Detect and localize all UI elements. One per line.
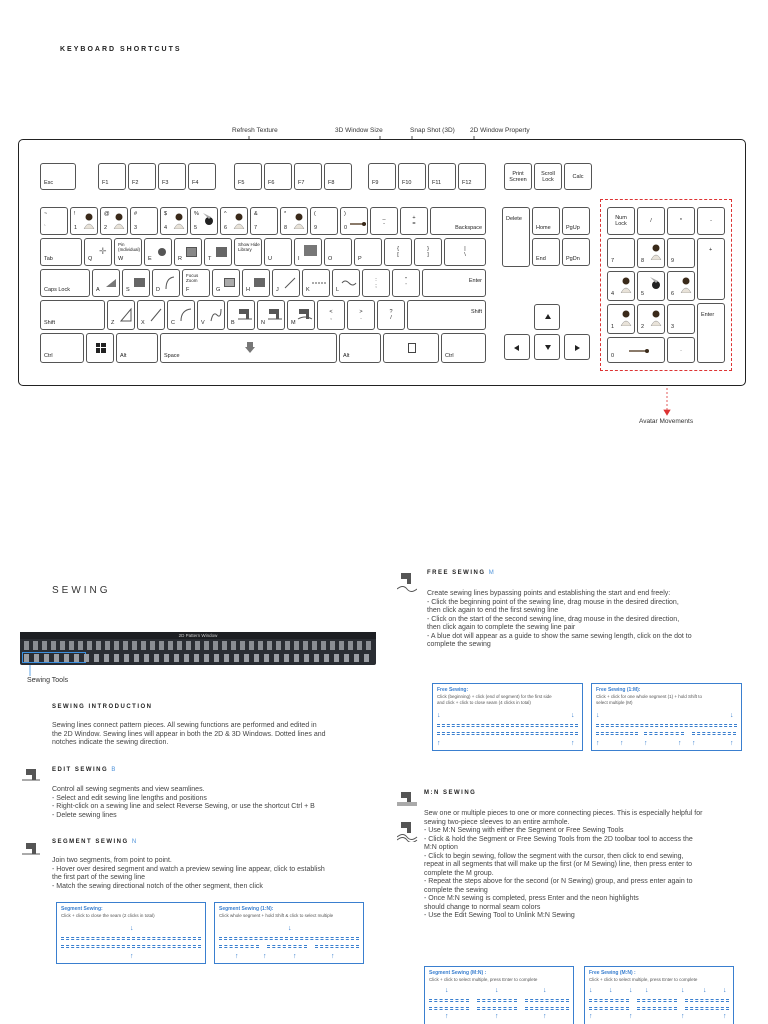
key-x: X	[137, 300, 165, 330]
right-arrow-icon	[575, 345, 580, 351]
key-num-decimal: .	[667, 337, 695, 363]
key-num-divide: /	[637, 207, 665, 235]
dashed-line-icon	[311, 280, 327, 286]
key-num-1: 1	[607, 304, 635, 334]
down-arrow-icon	[545, 345, 551, 350]
edit-sewing-text: Control all sewing segments and view seamlines. - Select and edit sewing line lengths and positions - Right-click on a sewing line and select Reverse Sewing, or use the shortcut Ctrl + B - Delete sewing lines	[52, 786, 315, 819]
key-f8: F8	[324, 163, 352, 190]
key-scroll-lock: Scroll Lock	[534, 163, 562, 190]
move-cross-icon: ✛	[99, 246, 107, 256]
key-p: P	[354, 238, 382, 266]
key-f9: F9	[368, 163, 396, 190]
avatar-back-icon	[293, 213, 306, 229]
curve-icon	[164, 276, 176, 290]
key-comma: < ,	[317, 300, 345, 330]
heading-mn-sewing: M:N SEWING	[424, 790, 477, 796]
key-k: K	[302, 269, 330, 297]
key-num-6: 6	[667, 271, 695, 301]
page-title: KEYBOARD SHORTCUTS	[60, 46, 182, 53]
key-f1: F1	[98, 163, 126, 190]
key-i: I	[294, 238, 322, 266]
down-arrow-icon	[245, 342, 255, 354]
left-arrow-icon	[514, 345, 519, 351]
key-f6: F6	[264, 163, 292, 190]
avatar-lying-icon	[349, 220, 367, 228]
diagram-free-sewing: Free Sewing: Click (beginning) + click (end of segment) for the first side and click + click to close seam (4 clicks in total) ↓ ↓ ↑ ↑	[432, 683, 583, 751]
triangle-outline-icon	[119, 307, 133, 323]
diagonal-icon	[149, 307, 163, 323]
key-down-arrow	[534, 334, 560, 360]
key-minus: _ -	[370, 207, 398, 235]
diagram-segment-sewing-1n: Segment Sewing (1:N): Click whole segment + hold Shift & click to select multiple ↓ ↑ ↑ ↑ ↑	[214, 902, 364, 964]
heading-edit-sewing: EDIT SEWING B	[52, 767, 116, 773]
key-menu	[383, 333, 439, 363]
key-space: Space	[160, 333, 337, 363]
key-plus: + =	[400, 207, 428, 235]
key-y: Show Hide Library	[234, 238, 262, 266]
segment-sewing-text: Join two segments, from point to point. - Hover over desired segment and watch a preview sewing line appear, click to establish the first part of the sewing line - Match the sewing directional notch of the other segment, then click	[52, 857, 325, 890]
key-f11: F11	[428, 163, 456, 190]
diagram-segment-sewing-mn: Segment Sewing (M:N) : Click + click to select multiple, press Enter to complete ↓ ↓ ↓ ↑ ↑ ↑	[424, 966, 574, 1024]
section-title-sewing: SEWING	[52, 585, 111, 596]
callout-3d-window-size: 3D Window Size	[335, 127, 383, 134]
key-num-2: 2	[637, 304, 665, 334]
wave-icon	[341, 278, 357, 288]
key-backslash: | \	[444, 238, 486, 266]
frame-icon	[224, 278, 235, 287]
avatar-front-icon	[620, 310, 633, 326]
key-g: G	[212, 269, 240, 297]
key-right-ctrl: Ctrl	[441, 333, 486, 363]
key-o: O	[324, 238, 352, 266]
curve-point-icon	[179, 307, 193, 323]
key-pgdn: PgDn	[562, 238, 590, 266]
toolbar-icons-row-2	[24, 654, 372, 662]
key-c: C	[167, 300, 195, 330]
key-5: % 5	[190, 207, 218, 235]
windows-icon	[96, 343, 106, 353]
key-delete: Delete	[502, 207, 530, 267]
key-z: Z	[107, 300, 135, 330]
key-home: Home	[532, 207, 560, 235]
key-right-shift: Shift	[407, 300, 486, 330]
callout-snap-shot: Snap Shot (3D)	[410, 127, 455, 134]
key-right-alt: Alt	[339, 333, 381, 363]
folder-icon	[254, 278, 265, 287]
avatar-side-icon	[680, 277, 693, 293]
key-u: U	[264, 238, 292, 266]
key-num-0: 0	[607, 337, 665, 363]
key-w: Pin (Individual) W	[114, 238, 142, 266]
key-2: @ 2	[100, 207, 128, 235]
key-f2: F2	[128, 163, 156, 190]
avatar-front-icon	[83, 213, 96, 229]
key-4: $ 4	[160, 207, 188, 235]
menu-icon	[408, 343, 416, 353]
triangle-icon	[105, 278, 117, 288]
toolbar-icons-row-1	[24, 641, 372, 650]
key-r: R	[174, 238, 202, 266]
key-backtick: ~ `	[40, 207, 68, 235]
image-icon	[304, 245, 317, 256]
key-left-bracket: { [	[384, 238, 412, 266]
key-pgup: PgUp	[562, 207, 590, 235]
key-esc: Esc	[40, 163, 76, 190]
avatar-side-icon	[233, 213, 246, 229]
diagram-free-sewing-1m: Free Sewing (1:M): Click + click for one whole segment (1) + hold Shift to select multiple (M) ↓ ↓ ↑ ↑ ↑ ↑ ↑ ↑	[591, 683, 742, 751]
line-icon	[283, 276, 297, 290]
key-enter: Enter	[422, 269, 486, 297]
mn-sewing-text: Sew one or multiple pieces to one or more connecting pieces. This is especially helpful for sewing two-piece sleeves to an entire armhole. - Use M:N Sewing with either the Segment or Free Sewing Tools - Click & hold the Segment or Free Sewing Tools from the 2D toolbar tool to access the M:N option - Click to begin sewing, follow the segment with the cursor, then click to end sewing, repeat in all segments that will make up the first (or M Sewing) line, then press enter to complete the M group. - Repeat the steps above for the second (or N Sewing) group, and press enter again to complete the sewing - Once M:N sewing is completed, press Enter and the neon highlights should change to normal seam colors - Use the Edit Sewing Tool to Unlink M:N Sewing	[424, 810, 703, 919]
edit-sewing-icon	[22, 766, 40, 782]
circle-icon	[158, 248, 166, 256]
key-6: ^ 6	[220, 207, 248, 235]
key-slash: ? /	[377, 300, 405, 330]
diagram-segment-sewing: Segment Sewing: Click + click to close the seam (2 clicks in total) ↓ ↑	[56, 902, 206, 964]
key-right-arrow	[564, 334, 590, 360]
key-s: S	[122, 269, 150, 297]
sewing-machine-icon	[267, 307, 283, 321]
key-num-3: 3	[667, 304, 695, 334]
key-h: H	[242, 269, 270, 297]
sewing-machine-icon	[237, 307, 253, 321]
key-t: T	[204, 238, 232, 266]
key-d: D	[152, 269, 180, 297]
heading-sewing-introduction: SEWING INTRODUCTION	[52, 704, 153, 710]
free-sewing-text: Create sewing lines bypassing points and establishing the start and end freely: - Click the beginning point of the sewing line, drag mouse in the desired direction, then click again to end the first sewing line - Click on the start of the second sewing line, drag mouse in the desired direction, then click again to complete the sewing line pair - A blue dot will appear as a guide to show the same sewing length, click on the dot to complete the sewing	[427, 590, 692, 648]
key-f7: F7	[294, 163, 322, 190]
up-arrow-icon	[545, 314, 551, 319]
key-period: > .	[347, 300, 375, 330]
key-backspace: Backspace	[430, 207, 486, 235]
callout-avatar-movements: Avatar Movements	[639, 418, 694, 425]
avatar-side-icon	[620, 277, 633, 293]
avatar-front-icon	[113, 213, 126, 229]
key-a: A	[92, 269, 120, 297]
key-up-arrow	[534, 304, 560, 330]
key-n: N	[257, 300, 285, 330]
mn-free-sewing-icon	[397, 820, 419, 842]
key-left-shift: Shift	[40, 300, 105, 330]
key-m: M	[287, 300, 315, 330]
diagram-free-sewing-mn: Free Sewing (M:N) : Click + click to select multiple, press Enter to complete ↓ ↓ ↓ ↓ ↓ ↓ ↓ ↑ ↑ ↑ ↑	[584, 966, 734, 1024]
key-e: E	[144, 238, 172, 266]
toolbar-caption: Sewing Tools	[27, 677, 69, 684]
key-v: V	[197, 300, 225, 330]
key-f12: F12	[458, 163, 486, 190]
key-9: ( 9	[310, 207, 338, 235]
key-left-arrow	[504, 334, 530, 360]
square-icon	[134, 278, 145, 287]
key-3: # 3	[130, 207, 158, 235]
key-caps-lock: Caps Lock	[40, 269, 90, 297]
key-num-4: 4	[607, 271, 635, 301]
screen-icon	[186, 247, 197, 257]
key-tab: Tab	[40, 238, 82, 266]
key-left-ctrl: Ctrl	[40, 333, 84, 363]
avatar-front-icon	[650, 310, 663, 326]
key-f10: F10	[398, 163, 426, 190]
key-q: Q ✛	[84, 238, 112, 266]
key-b: B	[227, 300, 255, 330]
avatar-top-icon	[201, 211, 214, 227]
s-curve-icon	[209, 307, 223, 323]
key-f5: F5	[234, 163, 262, 190]
key-semicolon: : ;	[362, 269, 390, 297]
key-num-5: 5	[637, 271, 665, 301]
key-f3: F3	[158, 163, 186, 190]
callout-refresh-texture: Refresh Texture	[232, 127, 278, 134]
toolbar-caption-leader	[20, 664, 40, 678]
key-1: ! 1	[70, 207, 98, 235]
key-num-lock: Num Lock	[607, 207, 635, 235]
key-num-8: 8	[637, 238, 665, 268]
heading-free-sewing: FREE SEWING M	[427, 570, 494, 576]
avatar-lying-icon	[628, 347, 650, 355]
key-quote: " '	[392, 269, 420, 297]
avatar-top-icon	[648, 275, 661, 291]
key-end: End	[532, 238, 560, 266]
key-8: * 8	[280, 207, 308, 235]
key-num-minus: -	[697, 207, 725, 235]
mn-segment-sewing-icon	[397, 790, 419, 806]
callout-2d-window-property: 2D Window Property	[470, 127, 530, 134]
key-num-plus: +	[697, 238, 725, 300]
heading-segment-sewing: SEGMENT SEWING N	[52, 839, 137, 845]
key-left-alt: Alt	[116, 333, 158, 363]
intro-text: Sewing lines connect pattern pieces. All sewing functions are performed and edited in the 2D Window. Sewing lines will appear in both the 2D & 3D Windows. Dotted lines and notches indicate the sewing direction.	[52, 722, 326, 746]
library-icon	[216, 247, 227, 257]
key-f: Focus Zoom F	[182, 269, 210, 297]
free-sewing-icon	[397, 571, 417, 593]
key-calc: Calc	[564, 163, 592, 190]
key-right-bracket: } ]	[414, 238, 442, 266]
key-windows	[86, 333, 114, 363]
key-num-7: 7	[607, 238, 635, 268]
segment-sewing-icon	[22, 840, 40, 856]
toolbar-title: 2D Pattern Window	[20, 632, 376, 639]
key-f4: F4	[188, 163, 216, 190]
key-num-multiply: *	[667, 207, 695, 235]
key-0: ) 0	[340, 207, 368, 235]
key-j: J	[272, 269, 300, 297]
key-l: L	[332, 269, 360, 297]
key-num-9: 9	[667, 238, 695, 268]
key-print-screen: Print Screen	[504, 163, 532, 190]
avatar-side-icon	[173, 213, 186, 229]
key-num-enter: Enter	[697, 303, 725, 363]
sewing-machine-icon	[297, 307, 313, 321]
avatar-back-icon	[650, 244, 663, 260]
key-7: & 7	[250, 207, 278, 235]
sewing-toolbar-screenshot	[20, 632, 376, 665]
